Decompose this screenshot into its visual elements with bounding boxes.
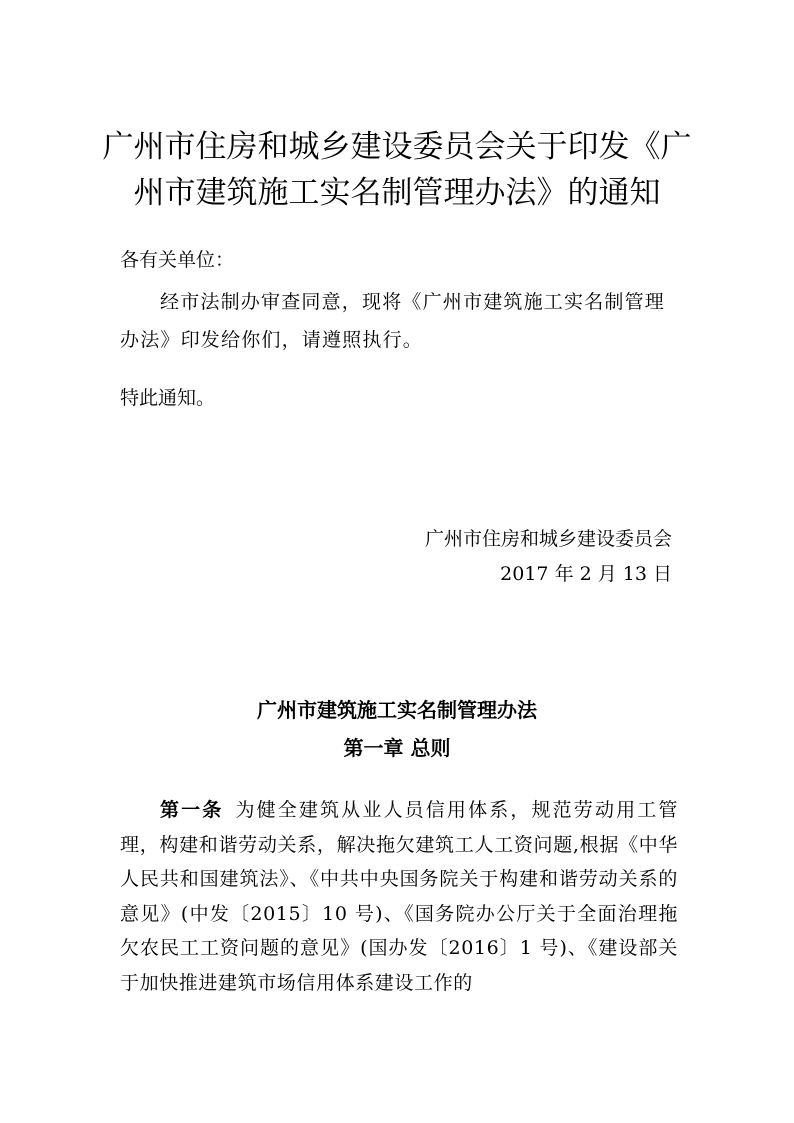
chapter-title: 第一章 总则: [343, 736, 451, 760]
regulation-title: 广州市建筑施工实名制管理办法: [257, 698, 537, 722]
addressee: 各有关单位：: [120, 249, 235, 271]
issuer-signature: 广州市住房和城乡建设委员会: [424, 528, 672, 550]
closing-remark: 特此通知。: [120, 387, 216, 409]
article-1: [120, 793, 678, 1000]
article-1-text: 为健全建筑从业人员信用体系，规范劳动用工管理，构建和谐劳动关系，解决拖欠建筑工人工资问题,根据《中华人民共和国建筑法》、《中共中央国务院关于构建和谐劳动关系的意见》(中发〔2015〕10 号)、《国务院办公厅关于全面治理拖欠农民工工资问题的意见》(国办发〔2016〕1 号)、《建设部关于加快推进建筑市场信用体系建设工作的: [120, 799, 678, 994]
notice-title: 广州市住房和城乡建设委员会关于印发《广州市建筑施工实名制管理办法》的通知: [102, 129, 692, 211]
issue-date: 2017 年 2 月 13 日: [500, 563, 672, 585]
notice-body: 经市法制办审查同意，现将《广州市建筑施工实名制管理办法》印发给你们，请遵照执行。: [120, 291, 666, 351]
article-1-label: 第一条: [160, 799, 224, 821]
